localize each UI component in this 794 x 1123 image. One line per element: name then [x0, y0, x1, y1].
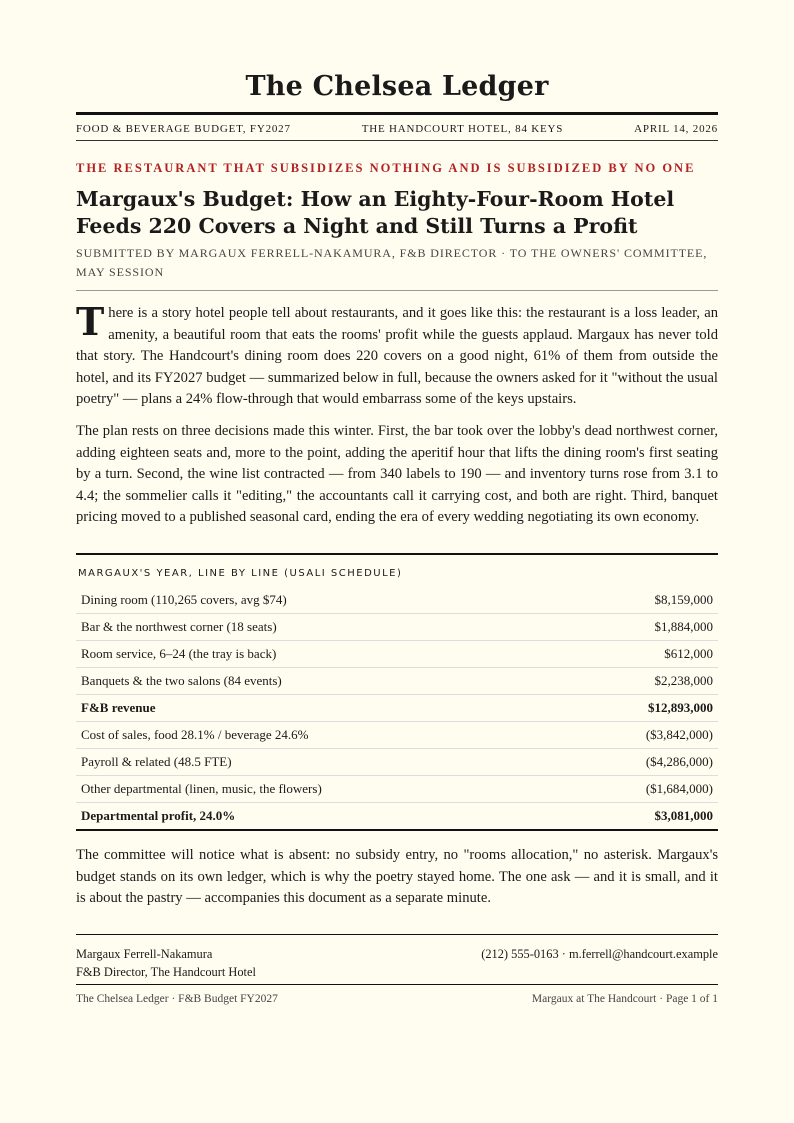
footer: [76, 985, 718, 1005]
row-value: ($3,842,000): [645, 726, 713, 742]
row-label: Room service, 6–24 (the tray is back): [81, 645, 277, 661]
budget-table-row: [76, 775, 718, 802]
byline: SUBMITTED BY MARGAUX FERRELL-NAKAMURA, F&B DIRECTOR · TO THE OWNERS' COMMITTEE, MAY SESSION: [76, 244, 718, 291]
budget-table-row: [76, 694, 718, 721]
row-value: $3,081,000: [654, 807, 713, 823]
budget-table-rows: [76, 587, 718, 829]
budget-table-row: [76, 613, 718, 640]
footer-left: The Chelsea Ledger · F&B Budget FY2027: [76, 992, 278, 1005]
row-value: $2,238,000: [654, 672, 713, 688]
row-value: $12,893,000: [648, 699, 713, 715]
row-value: ($1,684,000): [645, 780, 713, 796]
drop-cap: T: [76, 299, 105, 344]
footer-right: Margaux at The Handcourt · Page 1 of 1: [531, 992, 718, 1005]
row-value: $612,000: [664, 645, 713, 661]
body-paragraph-3: The committee will notice what is absent: no subsidy entry, no "rooms allocation," no asterisk. Margaux's budget stands on its own ledger, which is why the poetry stayed home. The one ask — and it is small, and it is about the pastry — accompanies this document as a separate minute.: [76, 846, 718, 907]
budget-table-row: [76, 667, 718, 694]
budget-table-row: [76, 802, 718, 829]
masthead-title: The Chelsea Ledger: [245, 71, 549, 102]
signature-block: [76, 935, 718, 984]
budget-table-row: [76, 721, 718, 748]
meta-date: APRIL 14, 2026: [634, 123, 718, 135]
budget-table-title: MARGAUX'S YEAR, LINE BY LINE (USALI SCHEDULE): [78, 567, 403, 579]
row-label: Payroll & related (48.5 FTE): [81, 753, 232, 769]
signature-contact: (212) 555-0163 · m.ferrell@handcourt.example: [481, 946, 718, 961]
row-value: $8,159,000: [654, 591, 713, 607]
body-paragraph-1-text: here is a story hotel people tell about restaurants, and it goes like this: the restaurant is a loss leader, an amenity, a beautiful room that eats the rooms' profit while the guests applaud. Margaux has never told that story. The Handcourt's dining room does 220 covers on a good night, 61% of them from outside the hotel, and its FY2027 budget — summarized below in full, because the owners asked for it "without the usual poetry" — plans a 24% flow-through that would embarrass some of the keys upstairs.: [76, 305, 718, 408]
row-label: Departmental profit, 24.0%: [81, 807, 236, 823]
budget-table-row: [76, 748, 718, 775]
meta-row: [76, 115, 718, 140]
row-value: $1,884,000: [654, 618, 713, 634]
signature-left: [76, 945, 256, 981]
body-paragraph-1: [76, 299, 718, 411]
kicker: THE RESTAURANT THAT SUBSIDIZES NOTHING AND IS SUBSIDIZED BY NO ONE: [76, 161, 696, 175]
row-label: F&B revenue: [81, 699, 156, 715]
headline: Margaux's Budget: How an Eighty-Four-Room Hotel Feeds 220 Covers a Night and Still Turns a Profit: [76, 187, 675, 238]
meta-rule: [76, 140, 718, 141]
row-label: Cost of sales, food 28.1% / beverage 24.6%: [81, 726, 309, 742]
body-paragraph-2: The plan rests on three decisions made this winter. First, the bar took over the lobby's dead northwest corner, adding eighteen seats and, more to the point, adding the aperitif hour that lifts the dining room's first seating by a turn. Second, the wine list contracted — from 340 labels to 190 — and inventory turns rose from 3.1 to 4.4; the sommelier calls it "editing," the accountants call it carrying cost, and both are right. Third, banquet pricing moved to a published seasonal card, ending the era of every wedding negotiating its own economy.: [76, 422, 718, 526]
signature-title: F&B Director, The Handcourt Hotel: [76, 964, 256, 979]
signature-name: Margaux Ferrell-Nakamura: [76, 946, 213, 961]
row-label: Other departmental (linen, music, the flowers): [81, 780, 322, 796]
row-label: Banquets & the two salons (84 events): [81, 672, 282, 688]
budget-table-row: [76, 587, 718, 613]
row-label: Dining room (110,265 covers, avg $74): [81, 591, 287, 607]
meta-center: THE HANDCOURT HOTEL, 84 KEYS: [361, 123, 564, 135]
row-label: Bar & the northwest corner (18 seats): [81, 618, 277, 634]
budget-table: [76, 553, 718, 831]
row-value: ($4,286,000): [645, 753, 713, 769]
meta-left: FOOD & BEVERAGE BUDGET, FY2027: [76, 123, 291, 135]
document-page: [76, 0, 718, 1005]
budget-table-row: [76, 640, 718, 667]
